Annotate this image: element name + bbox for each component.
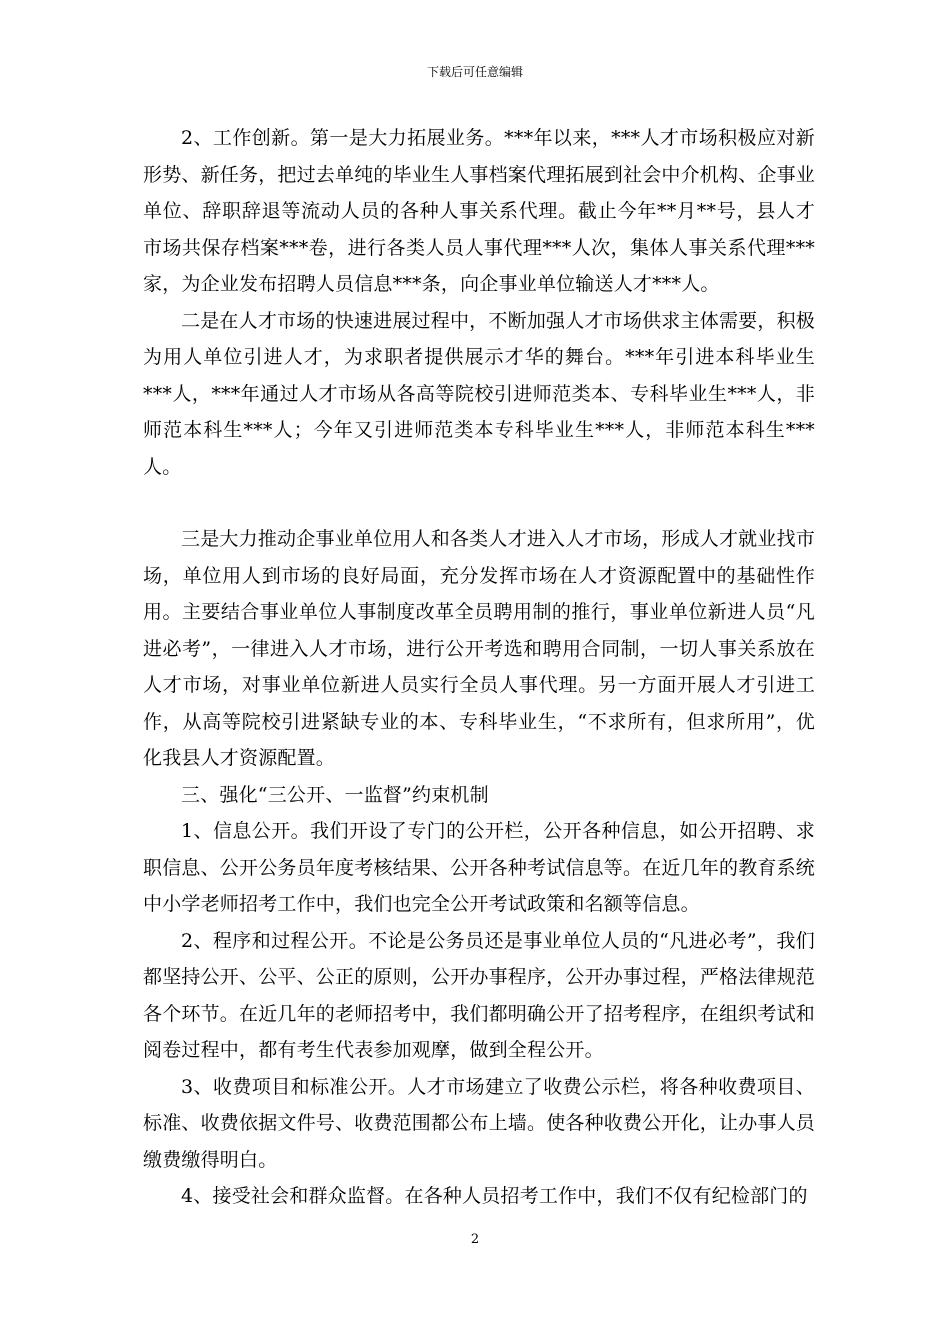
paragraph-market-promotion: 三是大力推动企事业单位用人和各类人才进入人才市场，形成人才就业找市场，单位用人到市场的良好局面，充分发挥市场在人才资源配置中的基础性作用。主要结合事业单位人事制度改革全员聘用制的推行，事业单位新进人员“凡进必考”，一律进入人才市场，进行公开考选和聘用合同制，一切人事关系放在人才市场，对事业单位新进人员实行全员人事代理。另一方面开展人才引进工作，从高等院校引进紧缺专业的本、专科毕业生，“不求所有，但求所用”，优化我县人才资源配置。 xyxy=(143,528,815,769)
section-heading: 三、强化“三公开、一监督”约束机制 xyxy=(181,783,489,806)
paragraph-public-supervision: 4、接受社会和群众监督。在各种人员招考工作中，我们不仅有纪检部门的 xyxy=(181,1185,808,1207)
paragraph-process-disclosure: 2、程序和过程公开。不论是公务员还是事业单位人员的“凡进必考”，我们都坚持公开、公平、公正的原则，公开办事程序，公开办事过程，严格法律规范各个环节。在近几年的老师招考中，我们都明确公开了招考程序，在组织考试和阅卷过程中，都有考生代表参加观摩，做到全程公开。 xyxy=(143,929,816,1061)
paragraph-talent-introduction: 二是在人才市场的快速进展过程中，不断加强人才市场供求主体需要，积极为用人单位引进人才，为求职者提供展示才华的舞台。***年引进本科毕业生***人，***年通过人才市场从各高等院校引进师范类本、专科毕业生***人，非师范本科生***人；今年又引进师范类本专科毕业生***人，非师范本科生***人。 xyxy=(143,309,815,478)
paragraph-work-innovation: 2、工作创新。第一是大力拓展业务。***年以来，***人才市场积极应对新形势、新任务，把过去单纯的毕业生人事档案代理拓展到社会中介机构、企事业单位、辞职辞退等流动人员的各种人事关系代理。截止今年**月**号，县人才市场共保存档案***卷，进行各类人员人事代理***人次，集体人事关系代理***家，为企业发布招聘人员信息***条，向企事业单位输送人才***人。 xyxy=(143,127,816,295)
paragraph-fee-disclosure: 3、收费项目和标准公开。人才市场建立了收费公示栏，将各种收费项目、标准、收费依据文件号、收费范围都公布上墙。使各种收费公开化，让办事人员缴费缴得明白。 xyxy=(143,1075,816,1171)
page-header: 下载后可任意编辑 xyxy=(426,65,523,79)
page-number: 2 xyxy=(470,1232,480,1247)
paragraph-information-disclosure: 1、信息公开。我们开设了专门的公开栏，公开各种信息，如公开招聘、求职信息、公开公务员年度考核结果、公开各种考试信息等。在近几年的教育系统中小学老师招考工作中，我们也完全公开考试政策和名额等信息。 xyxy=(143,820,816,915)
document-body xyxy=(143,120,815,1215)
paragraph-spacer xyxy=(143,485,815,521)
